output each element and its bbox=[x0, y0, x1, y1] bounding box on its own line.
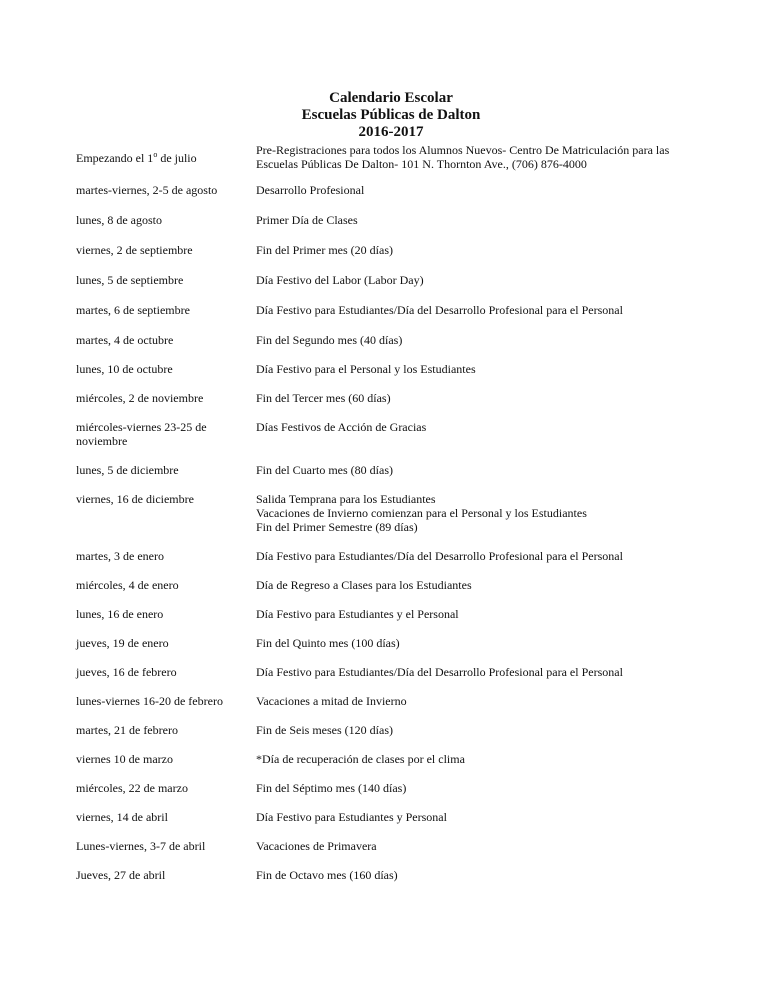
event-line: Desarrollo Profesional bbox=[256, 183, 365, 197]
row-event bbox=[256, 492, 726, 534]
row-event bbox=[256, 781, 726, 795]
row-date: viernes, 2 de septiembre bbox=[76, 243, 193, 257]
event-line: Fin del Primer Semestre (89 días) bbox=[256, 520, 418, 534]
row-date: lunes, 8 de agosto bbox=[76, 213, 162, 227]
event-line: Día Festivo para el Personal y los Estudiantes bbox=[256, 362, 476, 376]
event-line: Día Festivo para Estudiantes y Personal bbox=[256, 810, 447, 824]
row-event bbox=[256, 362, 726, 376]
event-line: Fin de Octavo mes (160 días) bbox=[256, 868, 398, 882]
event-line: Día de Regreso a Clases para los Estudiantes bbox=[256, 578, 472, 592]
row-date: Empezando el 1$^o$ de julio bbox=[76, 150, 197, 165]
row-event bbox=[256, 868, 726, 882]
row-event bbox=[256, 183, 726, 197]
document-title bbox=[0, 90, 768, 141]
date-line: miércoles-viernes 23-25 de bbox=[76, 420, 207, 434]
row-date: martes, 6 de septiembre bbox=[76, 303, 190, 317]
event-line: Fin del Séptimo mes (140 días) bbox=[256, 781, 407, 795]
row-event bbox=[256, 391, 726, 405]
row-event bbox=[256, 549, 726, 563]
row-event bbox=[256, 273, 726, 287]
row-date: viernes, 14 de abril bbox=[76, 810, 168, 824]
event-line: Vacaciones a mitad de Invierno bbox=[256, 694, 407, 708]
row-date: martes, 4 de octubre bbox=[76, 333, 174, 347]
row-date: miércoles, 4 de enero bbox=[76, 578, 179, 592]
event-line: Vacaciones de Primavera bbox=[256, 839, 377, 853]
row-event bbox=[256, 694, 726, 708]
row-event bbox=[256, 636, 726, 650]
row-event bbox=[256, 723, 726, 737]
row-event bbox=[256, 665, 726, 679]
row-date: lunes-viernes 16-20 de febrero bbox=[76, 694, 223, 708]
event-line: Primer Día de Clases bbox=[256, 213, 358, 227]
title-line-1: Calendario Escolar bbox=[329, 90, 453, 106]
row-event bbox=[256, 213, 726, 227]
row-date: martes-viernes, 2-5 de agosto bbox=[76, 183, 218, 197]
row-date: lunes, 16 de enero bbox=[76, 607, 164, 621]
row-date: Lunes-viernes, 3-7 de abril bbox=[76, 839, 206, 853]
event-line: Día Festivo para Estudiantes/Día del Desarrollo Profesional para el Personal bbox=[256, 303, 623, 317]
event-line: Día Festivo del Labor (Labor Day) bbox=[256, 273, 424, 287]
row-date: jueves, 16 de febrero bbox=[76, 665, 177, 679]
event-line: Fin del Primer mes (20 días) bbox=[256, 243, 393, 257]
row-event bbox=[256, 578, 726, 592]
row-date: Jueves, 27 de abril bbox=[76, 868, 166, 882]
event-line: Días Festivos de Acción de Gracias bbox=[256, 420, 427, 434]
event-line: *Día de recuperación de clases por el clima bbox=[256, 752, 465, 766]
row-event bbox=[256, 243, 726, 257]
row-event bbox=[256, 143, 726, 171]
row-date: viernes 10 de marzo bbox=[76, 752, 173, 766]
row-date: martes, 21 de febrero bbox=[76, 723, 178, 737]
event-line: Fin del Cuarto mes (80 días) bbox=[256, 463, 393, 477]
row-date: miércoles, 2 de noviembre bbox=[76, 391, 204, 405]
event-line: Fin de Seis meses (120 días) bbox=[256, 723, 393, 737]
title-line-2: Escuelas Públicas de Dalton bbox=[301, 107, 481, 123]
event-line: Pre-Registraciones para todos los Alumnos Nuevos- Centro De Matriculación para las bbox=[256, 143, 670, 157]
event-line: Día Festivo para Estudiantes/Día del Desarrollo Profesional para el Personal bbox=[256, 665, 623, 679]
row-event bbox=[256, 303, 726, 317]
row-date: martes, 3 de enero bbox=[76, 549, 164, 563]
title-line-3: 2016-2017 bbox=[358, 124, 424, 140]
event-line: Salida Temprana para los Estudiantes bbox=[256, 492, 436, 506]
event-line: Fin del Segundo mes (40 días) bbox=[256, 333, 403, 347]
event-line: Día Festivo para Estudiantes/Día del Desarrollo Profesional para el Personal bbox=[256, 549, 623, 563]
row-date: viernes, 16 de diciembre bbox=[76, 492, 194, 506]
event-line: Vacaciones de Invierno comienzan para el Personal y los Estudiantes bbox=[256, 506, 587, 520]
row-date bbox=[76, 420, 236, 448]
row-event bbox=[256, 810, 726, 824]
row-event bbox=[256, 839, 726, 853]
event-line: Fin del Quinto mes (100 días) bbox=[256, 636, 400, 650]
row-event bbox=[256, 607, 726, 621]
row-event bbox=[256, 752, 726, 766]
row-date: jueves, 19 de enero bbox=[76, 636, 169, 650]
event-line: Día Festivo para Estudiantes y el Personal bbox=[256, 607, 459, 621]
row-event bbox=[256, 463, 726, 477]
event-line: Fin del Tercer mes (60 días) bbox=[256, 391, 391, 405]
event-line: Escuelas Públicas De Dalton- 101 N. Thornton Ave., (706) 876-4000 bbox=[256, 157, 587, 171]
date-line: noviembre bbox=[76, 434, 128, 448]
row-date: miércoles, 22 de marzo bbox=[76, 781, 188, 795]
row-date: lunes, 5 de septiembre bbox=[76, 273, 184, 287]
row-date: lunes, 10 de octubre bbox=[76, 362, 173, 376]
row-event bbox=[256, 333, 726, 347]
row-date: lunes, 5 de diciembre bbox=[76, 463, 179, 477]
row-event bbox=[256, 420, 726, 434]
